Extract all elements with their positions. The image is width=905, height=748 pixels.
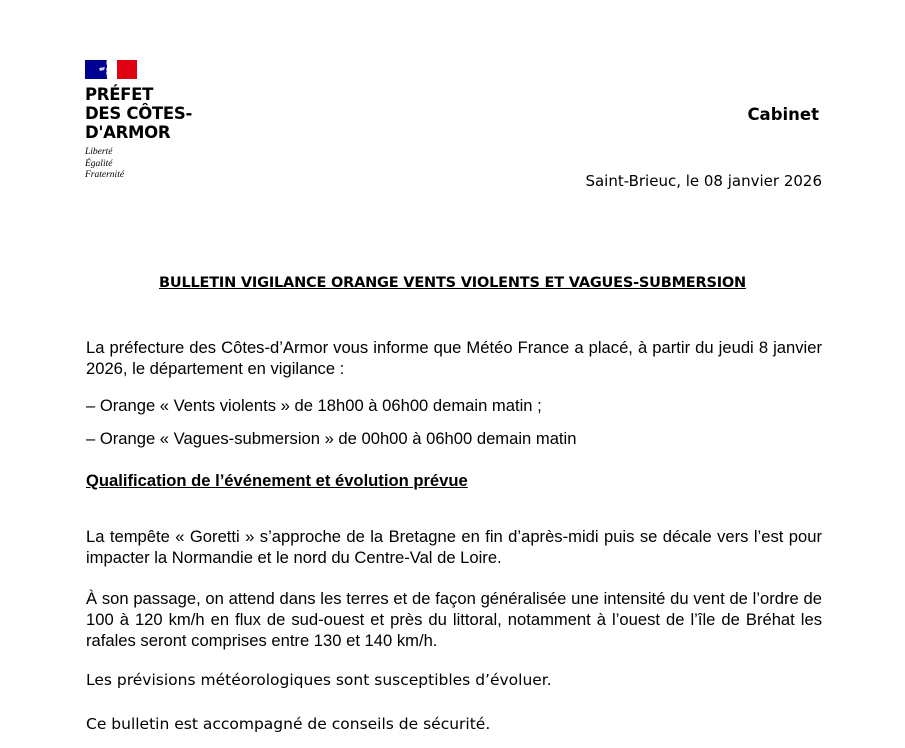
- department-label: Cabinet: [747, 105, 819, 124]
- intro-paragraph: La préfecture des Côtes-d’Armor vous informe que Météo France a placé, à partir du jeudi 8 janvier 2026, le département en vigilance :: [86, 338, 822, 378]
- section-heading: Qualification de l’événement et évolution prévue: [86, 471, 468, 490]
- republic-motto: [85, 147, 215, 182]
- logo-title-line: DES CÔTES-: [85, 104, 192, 123]
- alert-item-waves: – Orange « Vagues-submersion » de 00h00 à 06h00 demain matin: [86, 429, 577, 448]
- prefecture-logo: [85, 60, 215, 182]
- marianne-flag-icon: [85, 60, 137, 79]
- motto-line: Liberté: [85, 147, 113, 157]
- alert-item-winds: – Orange « Vents violents » de 18h00 à 06h00 demain matin ;: [86, 396, 542, 415]
- logo-title-line: PRÉFET: [85, 85, 154, 104]
- logo-title-line: D'ARMOR: [85, 123, 171, 142]
- storm-paragraph: La tempête « Goretti » s’approche de la Bretagne en fin d’après-midi puis se décale vers l’est pour impacter la Normandie et le nord du Centre-Val de Loire.: [86, 527, 822, 567]
- forecast-disclaimer: Les prévisions météorologiques sont susceptibles d’évoluer.: [86, 671, 552, 689]
- logo-title: [85, 85, 215, 142]
- bulletin-title: BULLETIN VIGILANCE ORANGE VENTS VIOLENTS ET VAGUES-SUBMERSION: [159, 275, 746, 291]
- wind-intensity-paragraph: À son passage, on attend dans les terres et de façon généralisée une intensité du vent de l’ordre de 100 à 120 km/h en flux de sud-ouest et près du littoral, notamment à l’ouest de l’île de Bréhat les rafales seront comprises entre 130 et 140 km/h.: [86, 589, 822, 650]
- place-date: Saint-Brieuc, le 08 janvier 2026: [585, 172, 822, 190]
- motto-line: Égalité: [85, 158, 113, 169]
- motto-line: Fraternité: [85, 170, 125, 180]
- safety-advice-note: Ce bulletin est accompagné de conseils de sécurité.: [86, 715, 491, 733]
